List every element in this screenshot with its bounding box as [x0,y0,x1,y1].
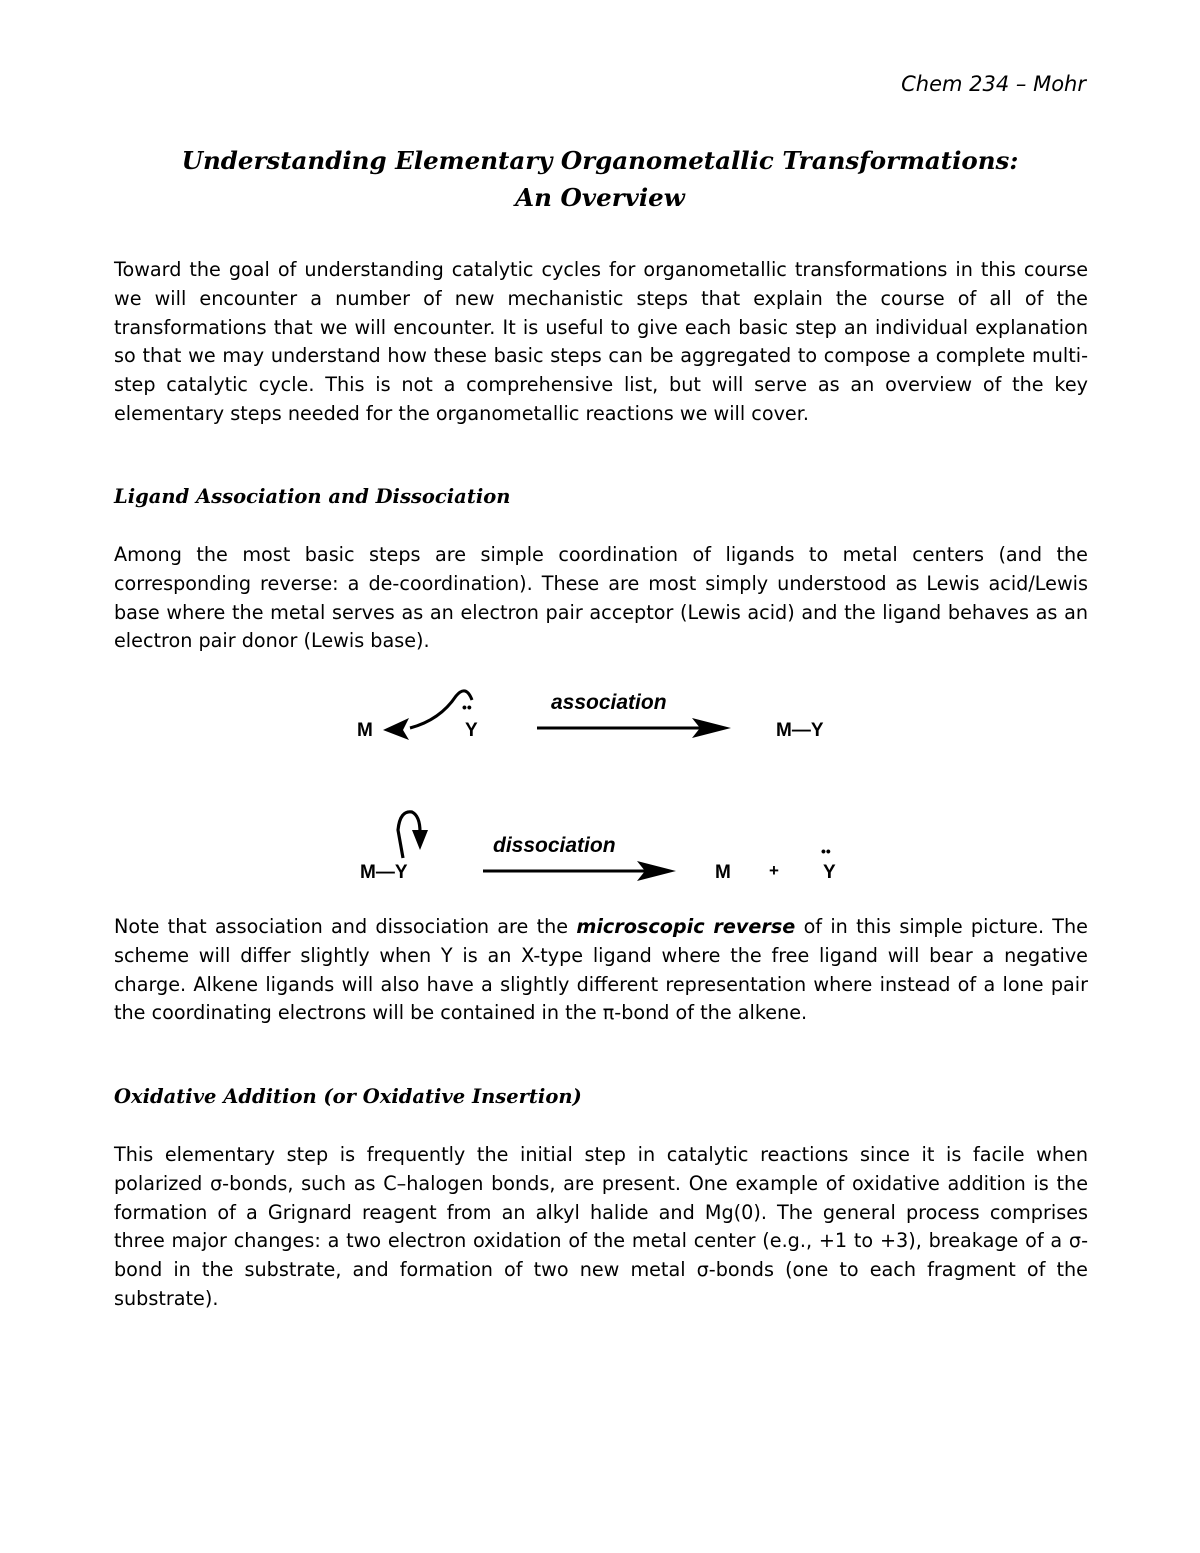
association-label: association [551,691,667,714]
microscopic-reverse-emphasis: microscopic reverse [576,915,796,938]
assoc-lone-pair: •• [462,699,472,715]
document-title [0,142,1200,216]
section-heading-ligand: Ligand Association and Dissociation [114,485,511,508]
running-head: Chem 234 – Mohr [901,72,1086,96]
assoc-reactant-metal: M [357,720,373,741]
ligand-paragraph-1: Among the most basic steps are simple coordination of ligands to metal centers (and the corresponding reverse: a de-coordination). These are most simply understood as Lewis acid/Lewis base where the metal serves as an electron pair acceptor (Lewis acid) and the ligand behaves as an electron pair donor (Lewis base). [114,543,1088,653]
ligand-paragraph-2-start: Note that association and dissociation are the [114,915,577,938]
ligand-scheme [0,660,1200,900]
dissoc-reactant: M—Y [360,862,408,883]
dissoc-lone-pair: •• [821,843,831,859]
assoc-reactant-ligand: Y [465,720,478,741]
dissoc-plus: + [769,861,779,880]
oxidative-addition-paragraph: This elementary step is frequently the initial step in catalytic reactions since it is facile when polarized σ-bonds, such as C–halogen bonds, are present. One example of oxidative addition is the formation of a Grignard reagent from an alkyl halide and Mg(0). The general process comprises three major changes: a two electron oxidation of the metal center (e.g., +1 to +3), breakage of a σ-bond in the substrate, and formation of two new metal σ-bonds (one to each fragment of the substrate). [114,1143,1088,1310]
assoc-curved-arrowhead [383,718,409,740]
ligand-paragraph-2-end: of in this simple picture. The scheme will differ slightly when Y is an X-type ligand where the free ligand will bear a negative charge. Alkene ligands will also have a slightly different representation where instead of a lone pair the coordinating electrons will be contained in the π-bond of the alkene. [114,915,1088,1025]
assoc-product: M—Y [776,720,824,741]
title-line-1: Understanding Elementary Organometallic Transformations: [181,146,1019,175]
dissoc-curved-arrowhead [412,830,428,850]
intro-paragraph: Toward the goal of understanding catalytic cycles for organometallic transformations in this course we will encounter a number of new mechanistic steps that explain the course of all of the transformations that we will encounter. It is useful to give each basic step an individual explanation so that we may understand how these basic steps can be aggregated to compose a complete multi-step catalytic cycle. This is not a comprehensive list, but will serve as an overview of the key elementary steps needed for the organometallic reactions we will cover. [114,258,1088,425]
ligand-paragraph-2 [114,913,1088,1028]
dissoc-product-metal: M [715,862,731,883]
title-line-2: An Overview [515,183,685,212]
dissociation-label: dissociation [493,834,616,857]
dissoc-product-ligand: Y [823,862,836,883]
section-heading-oxidative-addition: Oxidative Addition (or Oxidative Insertion) [114,1085,582,1108]
